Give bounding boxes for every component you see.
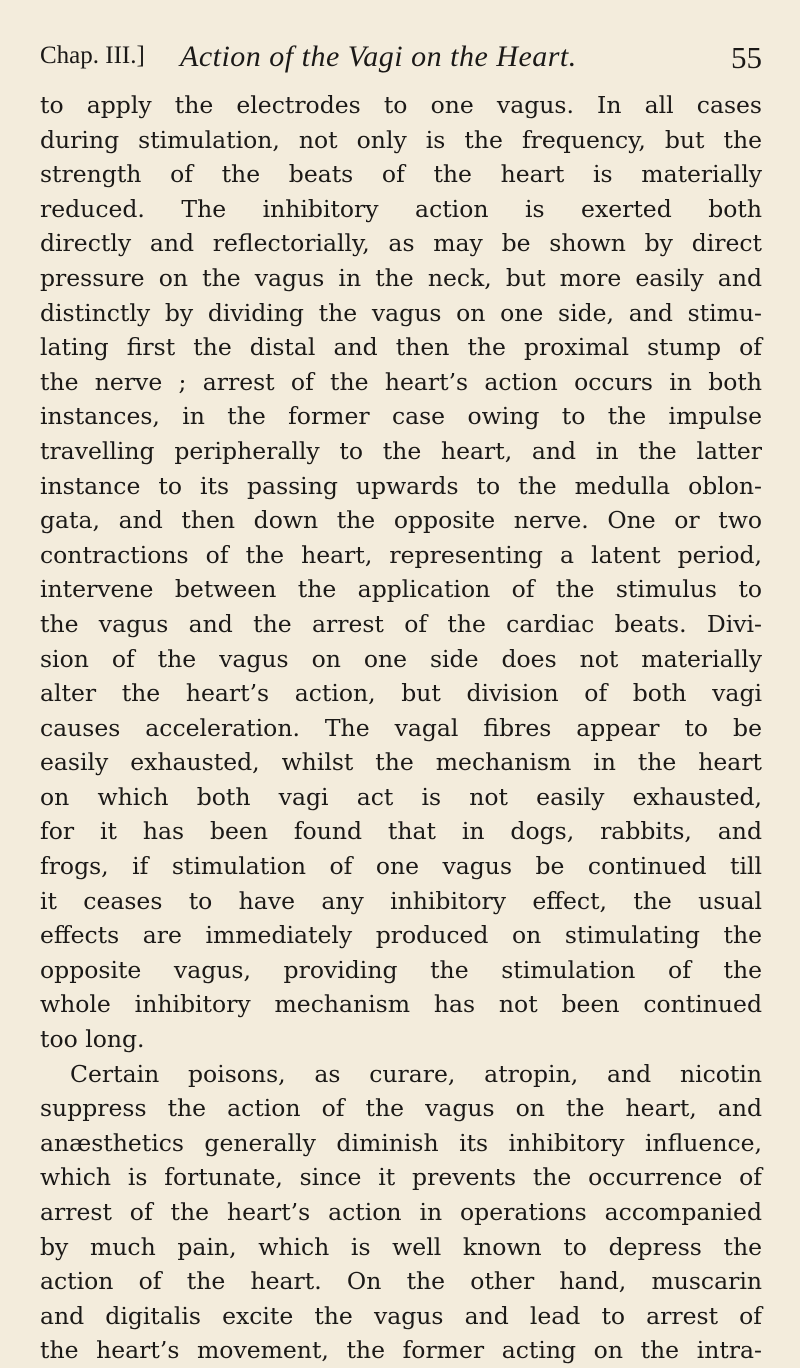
text-line: the nerve ; arrest of the heart’s action occurs in both (40, 367, 762, 396)
text-line: by much pain, which is well known to depress the (40, 1232, 762, 1261)
text-line: arrest of the heart’s action in operations accompanied (40, 1198, 762, 1226)
running-header (40, 40, 762, 84)
text-line: and digitalis excite the vagus and lead to arrest of (40, 1301, 762, 1330)
text-line: reduced. The inhibitory action is exerted both (40, 194, 762, 223)
text-line: whole inhibitory mechanism has not been continued (40, 990, 762, 1019)
text-line: contractions of the heart, representing a latent period, (40, 540, 762, 569)
text-line: the heart’s movement, the former acting on the intra- (40, 1336, 762, 1365)
text-line: directly and reflectorially, as may be shown by direct (40, 229, 762, 258)
text-line: travelling peripherally to the heart, and in the latter (40, 436, 762, 465)
text-line: gata, and then down the opposite nerve. One or two (40, 506, 762, 535)
text-line: it ceases to have any inhibitory effect, the usual (40, 886, 762, 915)
text-line: anæsthetics generally diminish its inhibitory influence, (40, 1128, 762, 1157)
text-line: frogs, if stimulation of one vagus be continued till (40, 852, 762, 881)
text-line: instances, in the former case owing to the impulse (40, 402, 762, 431)
text-line: on which both vagi act is not easily exhausted, (40, 782, 762, 811)
text-line: pressure on the vagus in the neck, but more easily and (40, 263, 762, 292)
text-line: during stimulation, not only is the frequency, but the (40, 125, 762, 154)
chapter-label: Chap. III.] (40, 42, 145, 69)
text-line: suppress the action of the vagus on the heart, and (40, 1094, 762, 1123)
text-line: distinctly by dividing the vagus on one side, and stimu- (40, 298, 762, 327)
text-line: to apply the electrodes to one vagus. In all cases (40, 91, 762, 119)
text-line: Certain poisons, as curare, atropin, and nicotin (70, 1059, 762, 1088)
text-line: lating first the distal and then the proximal stump of (40, 333, 762, 362)
text-line: sion of the vagus on one side does not materially (40, 644, 762, 673)
text-line: the vagus and the arrest of the cardiac beats. Divi- (40, 609, 762, 638)
text-line: effects are immediately produced on stimulating the (40, 921, 762, 950)
text-line: easily exhausted, whilst the mechanism in the heart (40, 748, 762, 777)
running-title: Action of the Vagi on the Heart. (180, 40, 577, 73)
text-line: which is fortunate, since it prevents the occurrence of (40, 1163, 762, 1192)
text-line: causes acceleration. The vagal fibres appear to be (40, 713, 762, 742)
page-number: 55 (731, 40, 762, 75)
text-line: too long. (40, 1025, 145, 1054)
text-line: strength of the beats of the heart is materially (40, 160, 762, 189)
text-line: alter the heart’s action, but division of both vagi (40, 679, 762, 708)
text-line: action of the heart. On the other hand, muscarin (40, 1267, 762, 1296)
text-line: for it has been found that in dogs, rabbits, and (40, 817, 762, 846)
text-line: intervene between the application of the stimulus to (40, 575, 762, 604)
body-text (40, 88, 762, 1368)
text-line: opposite vagus, providing the stimulation of the (40, 955, 762, 984)
text-line: instance to its passing upwards to the medulla oblon- (40, 471, 762, 500)
